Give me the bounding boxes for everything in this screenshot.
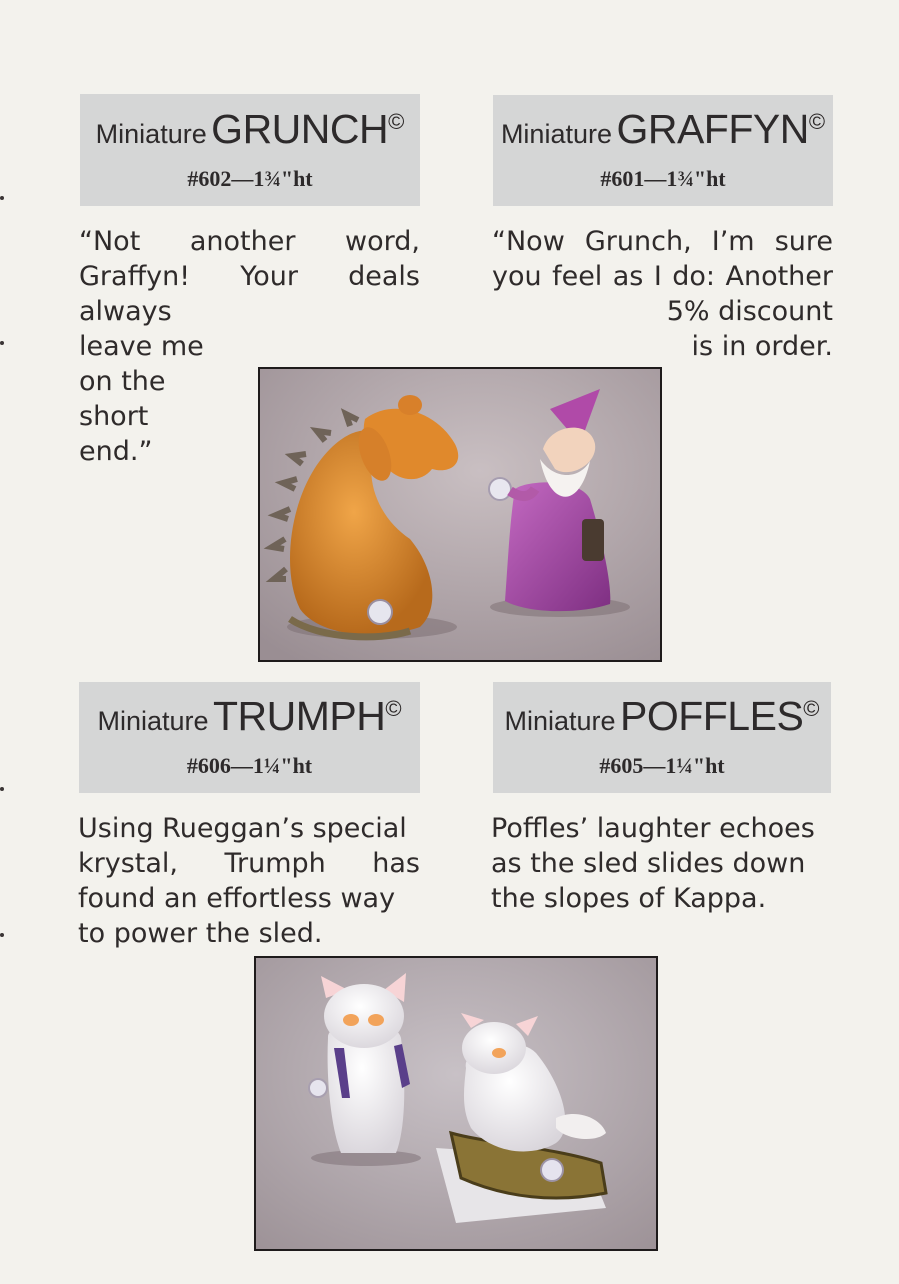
copyright-mark: © — [803, 696, 820, 721]
description-word: sure — [774, 226, 833, 257]
description-line — [79, 224, 420, 259]
description-word: Trumph — [224, 848, 326, 879]
title-box-grunch — [80, 94, 420, 206]
description-poffles — [491, 811, 832, 916]
description-line — [79, 259, 420, 294]
binder-hole — [0, 933, 4, 937]
description-line: the slopes of Kappa. — [491, 883, 767, 914]
copyright-mark: © — [388, 108, 405, 134]
photo-grunch-graffyn — [258, 367, 662, 662]
copyright-mark: © — [808, 109, 826, 134]
description-line: 5% discount — [666, 296, 833, 327]
description-line: short — [79, 401, 149, 432]
product-title — [97, 693, 402, 739]
description-word: word, — [345, 226, 420, 257]
description-word: has — [372, 848, 420, 879]
binder-hole — [0, 196, 4, 200]
description-line: on the — [79, 366, 166, 397]
description-line — [492, 259, 833, 294]
description-word: feel — [552, 261, 603, 292]
product-name: POFFLES — [619, 693, 804, 739]
description-graffyn — [492, 224, 833, 364]
product-name: GRAFFYN — [616, 106, 809, 152]
description-line: end.” — [79, 436, 153, 467]
description-line: leave me — [79, 331, 204, 362]
description-word: another — [189, 226, 296, 257]
product-sku: #606—1¼"ht — [186, 753, 313, 778]
description-word: do: — [672, 261, 716, 292]
description-word: I — [653, 261, 662, 292]
description-word: Graffyn! — [79, 261, 191, 292]
title-prefix: Miniature — [500, 119, 612, 149]
title-prefix: Miniature — [95, 118, 207, 149]
description-line: as the sled slides down — [491, 848, 806, 879]
description-word: Grunch, — [584, 226, 692, 257]
photo-trumph-poffles — [254, 956, 658, 1251]
product-sku: #602—1¾"ht — [187, 165, 313, 191]
description-trumph — [78, 811, 420, 951]
product-title — [504, 693, 820, 739]
description-word: I’m — [711, 226, 755, 257]
description-line: Poffles’ laughter echoes — [491, 813, 815, 844]
description-word: Another — [725, 261, 833, 292]
product-name: TRUMPH — [212, 693, 386, 739]
product-name: GRUNCH — [211, 105, 389, 152]
figurine-photo — [256, 958, 656, 1249]
description-word: deals — [348, 261, 420, 292]
title-prefix: Miniature — [504, 706, 616, 736]
description-word: krystal, — [78, 848, 178, 879]
description-word: “Not — [79, 226, 141, 257]
copyright-mark: © — [385, 696, 402, 721]
description-line: always — [79, 296, 172, 327]
description-line — [492, 224, 833, 259]
description-line — [78, 846, 420, 881]
description-line: found an effortless way — [78, 883, 396, 914]
description-line: Using Rueggan’s special — [78, 813, 407, 844]
title-box-graffyn — [493, 95, 833, 206]
product-sku: #605—1¼"ht — [599, 753, 725, 778]
product-title — [500, 106, 826, 152]
description-word: as — [612, 261, 644, 292]
description-word: Your — [240, 261, 298, 292]
title-prefix: Miniature — [97, 706, 209, 736]
description-word: “Now — [492, 226, 565, 257]
product-sku: #601—1¾"ht — [600, 166, 726, 191]
binder-hole — [0, 787, 4, 791]
product-title — [95, 105, 405, 152]
figurine-photo — [260, 369, 660, 660]
description-word: you — [492, 261, 542, 292]
title-box-trumph — [79, 682, 420, 793]
title-box-poffles — [493, 682, 831, 793]
description-line: to power the sled. — [78, 918, 323, 949]
binder-hole — [0, 341, 4, 345]
description-line: is in order. — [691, 331, 833, 362]
